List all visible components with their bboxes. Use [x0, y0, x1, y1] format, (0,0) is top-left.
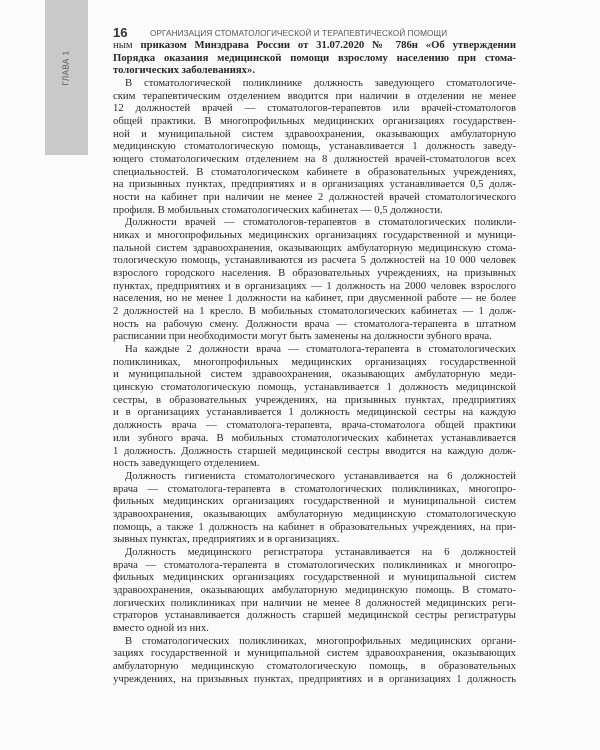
text-line: расписании при необходимости могут быть заменены на должности зубного врача.	[113, 330, 492, 343]
page-body	[113, 39, 516, 685]
intro-line: Порядка оказания медицинской помощи взрослому населению при стома-	[113, 51, 516, 64]
text-line: поликлиниках, многопрофильных медицинских организациях государственной	[113, 355, 516, 368]
text-line: профиля. В мобильных стоматологических кабинетах — 0,5 должности.	[113, 203, 443, 216]
intro-line	[113, 39, 516, 52]
text-line: ность заведующего отделением.	[113, 457, 260, 470]
paragraph	[113, 546, 516, 635]
text-line: и в организациях устанавливается 1 должность медицинской сестры на каждую	[113, 406, 516, 419]
text-line: ной и муниципальной систем здравоохранения, оказывающих амбулаторную	[113, 127, 516, 140]
text-line: врача — стоматолога-терапевта в стоматологических поликлиниках и многопро-	[113, 558, 516, 571]
text-line: ющего стоматологическим отделением на 8 должностей врачей-стоматологов всех	[113, 153, 516, 166]
text-line: врача — стоматолога-терапевта в стоматологических поликлиниках, многопро-	[113, 482, 516, 495]
text-line: ским терапевтическим отделением вводится при наличии в отделении не менее	[113, 89, 516, 102]
intro-bold: приказом Минздрава России от 31.07.2020 № 786н «Об утверждении	[140, 39, 516, 51]
text-line: или зубного врача. В мобильных стоматологических кабинетах устанавливается	[113, 431, 516, 444]
chapter-label: ГЛАВА 1	[61, 50, 71, 86]
text-line: 1 должность. Должность старшей медицинской сестры вводится на каждую долж-	[113, 444, 516, 457]
text-line: фильных медицинских организациях государственной и муниципальной систем	[113, 571, 516, 584]
text-line: ность на рабочую смену. Должности врача — стоматолога-терапевта в штатном	[113, 317, 516, 330]
text-line: ности на кабинет при наличии не менее 2 должностей врачей стоматологического	[113, 191, 516, 204]
text-line: вместо одной из них.	[113, 621, 209, 634]
text-line: и муниципальной систем здравоохранения, оказывающих амбулаторную меди-	[113, 368, 516, 381]
text-line: Должности врачей — стоматологов-терапевтов в стоматологических поликли-	[125, 216, 516, 229]
paragraph	[113, 77, 516, 216]
text-line: сестры, в образовательных учреждениях, на призывных пунктах, предприятиях	[113, 393, 516, 406]
text-line: логических поликлиниках при наличии не менее 8 должностей медицинских реги-	[113, 596, 516, 609]
text-line: зациях государственной и муниципальной систем здравоохранения, оказывающих	[113, 647, 516, 660]
text-line: На каждые 2 должности врача — стоматолога-терапевта в стоматологических	[125, 343, 516, 356]
text-line: здравоохранения, оказывающих амбулаторную медицинскую стоматологическую	[113, 507, 516, 520]
text-line: 12 должностей врачей — стоматологов-терапевтов или врачей-стоматологов	[113, 102, 516, 115]
intro-plain: ным	[113, 39, 141, 51]
text-line: никах и многопрофильных медицинских организациях государственной и муници-	[113, 229, 516, 242]
text-line: зывных пунктах, предприятиях и в организациях.	[113, 533, 340, 546]
text-line: населения, но не менее 1 должности на кабинет, при двусменной работе — не более	[113, 292, 516, 305]
text-line: помощь, а также 1 должность на кабинет в образовательных учреждениях, на при-	[113, 520, 516, 533]
paragraph	[113, 470, 516, 546]
paragraph	[113, 343, 516, 470]
text-line: пальной систем здравоохранения, оказывающих амбулаторную медицинскую стома-	[113, 241, 516, 254]
text-line: должность врача — стоматолога-терапевта, врача-стоматолога общей практики	[113, 419, 516, 432]
text-line: 2 должностей на 1 кресло. В мобильных стоматологических кабинетах — 1 долж-	[113, 305, 516, 318]
text-line: фильных медицинских организациях государственной и муниципальной систем	[113, 495, 516, 508]
running-title: ОРГАНИЗАЦИЯ СТОМАТОЛОГИЧЕСКОЙ И ТЕРАПЕВТИЧЕСКОЙ ПОМОЩИ	[150, 29, 448, 38]
text-line: Должность гигиениста стоматологического устанавливается на 6 должностей	[125, 469, 516, 482]
text-line: пунктах, предприятиях и в организациях — 1 должность на 2000 человек взрослого	[113, 279, 516, 292]
text-line: специальностей. В стоматологическом кабинете в образовательных учреждениях,	[113, 165, 516, 178]
text-line: общей практики. В многопрофильных медицинских организациях государствен-	[113, 115, 516, 128]
text-line: В стоматологических поликлиниках, многопрофильных медицинских органи-	[125, 634, 516, 647]
text-line: здравоохранения, оказывающих амбулаторную медицинскую помощь. В стомато-	[113, 583, 516, 596]
text-line: учреждениях, на призывных пунктах, предприятиях и в организациях 1 должность	[113, 672, 516, 685]
intro-line: тологических заболеваниях».	[113, 64, 255, 77]
text-line: В стоматологической поликлинике должность заведующего стоматологиче-	[125, 77, 516, 90]
text-line: на призывных пунктах, предприятиях и в организациях устанавливается 0,5 долж-	[113, 178, 516, 191]
text-line: взрослого городского населения. В образовательных учреждениях, на призывных	[113, 267, 516, 280]
text-line: медицинскую стоматологическую помощь, устанавливается 1 должность заведу-	[113, 140, 516, 153]
page-number: 16	[113, 25, 128, 40]
paragraph	[113, 635, 516, 686]
text-line: страторов устанавливается должность старшей медицинской сестры регистратуры	[113, 609, 516, 622]
text-line: цинскую стоматологическую помощь, устанавливается 1 должность медицинской	[113, 381, 516, 394]
text-line: Должность медицинского регистратора устанавливается на 6 должностей	[125, 545, 516, 558]
text-line: тологическую помощь, устанавливаются из расчета 5 должностей на 10 000 человек	[113, 254, 516, 267]
paragraph	[113, 216, 516, 343]
text-line: амбулаторную медицинскую стоматологическую помощь, в образовательных	[113, 659, 516, 672]
